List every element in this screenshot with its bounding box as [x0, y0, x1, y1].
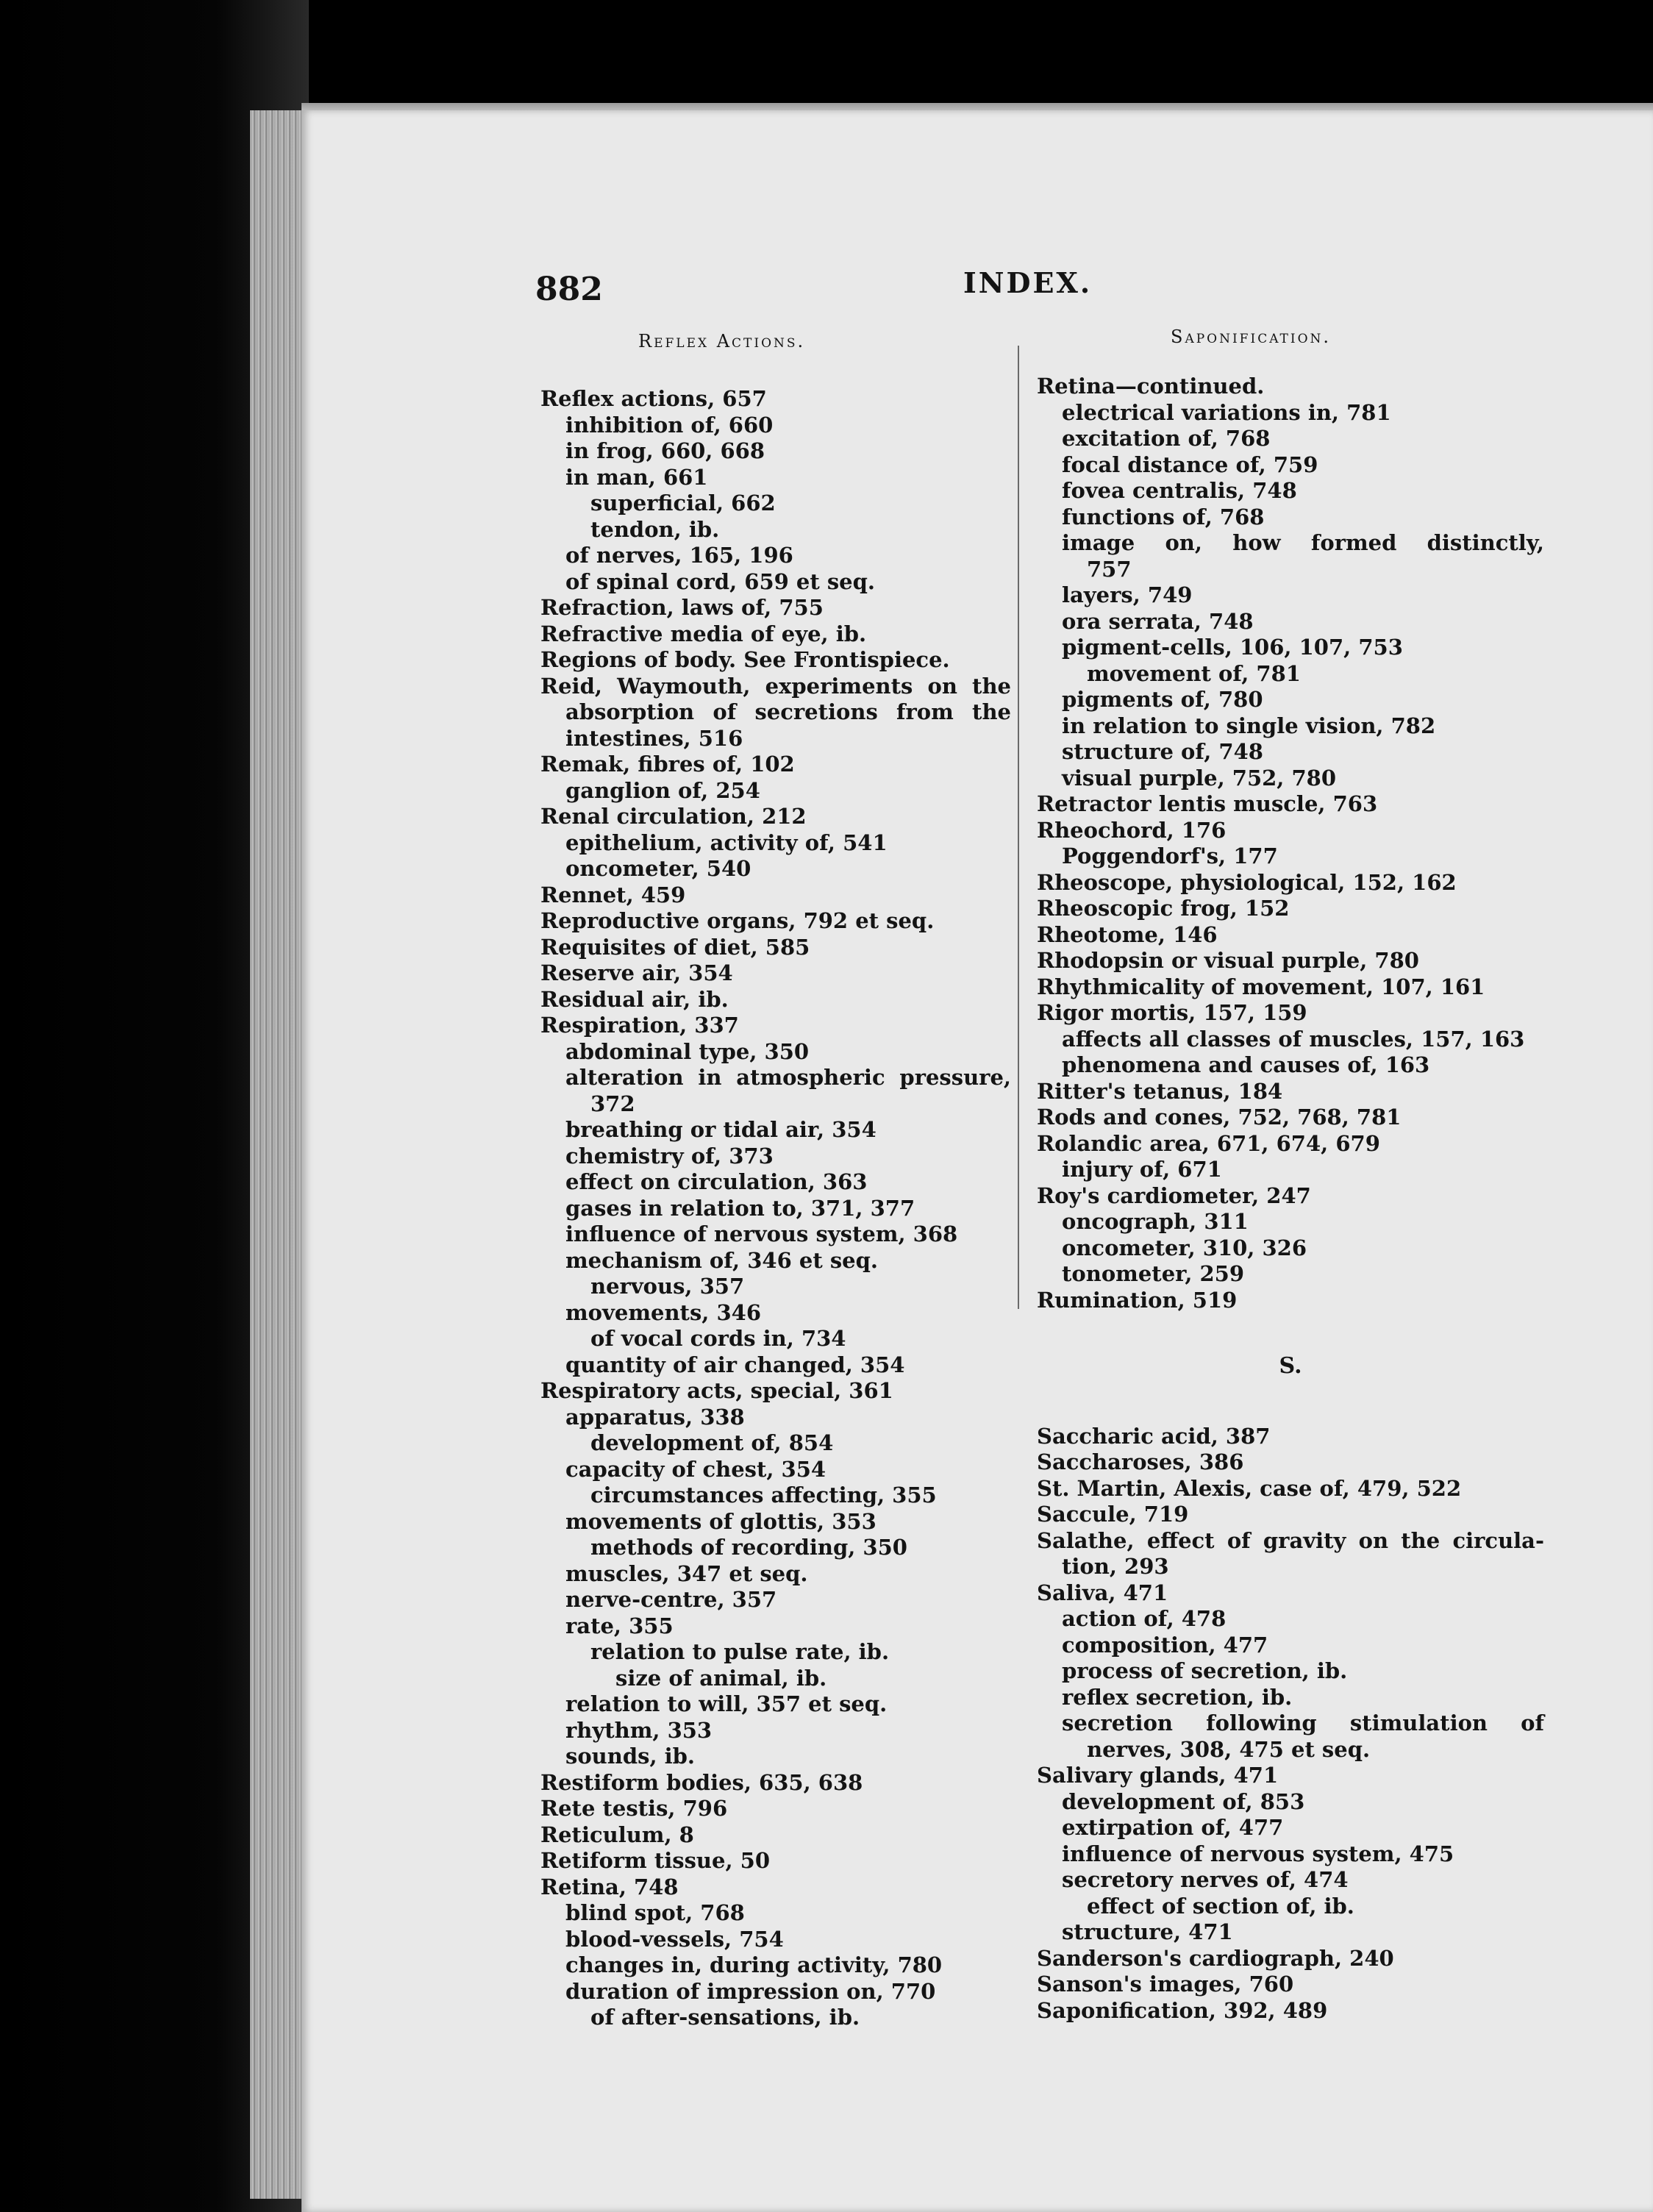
index-entry: influence of nervous system, 368: [565, 1221, 958, 1246]
index-entry: circumstances affecting, 355: [590, 1483, 937, 1508]
index-entry: absorption of secretions from the: [565, 699, 1011, 724]
index-entry: movements of glottis, 353: [565, 1508, 877, 1534]
index-column-left: [540, 386, 1011, 2031]
index-entry: Regions of body. See Frontispiece.: [540, 647, 950, 672]
index-entry: Remak, fibres of, 102: [540, 752, 795, 777]
index-entry: Restiform bodies, 635, 638: [540, 1769, 863, 1795]
index-entry: in man, 661: [565, 464, 708, 490]
index-entry: structure of, 748: [1062, 739, 1263, 764]
index-entry: oncometer, 310, 326: [1062, 1235, 1307, 1260]
index-entry: action of, 478: [1062, 1606, 1227, 1631]
index-entry: muscles, 347 et seq.: [565, 1560, 808, 1586]
index-entry: nerves, 308, 475 et seq.: [1087, 1736, 1371, 1762]
index-entry: Residual air, ib.: [540, 986, 729, 1012]
index-entry: Rheochord, 176: [1037, 817, 1227, 843]
column-divider: [1018, 346, 1019, 1309]
index-entry: abdominal type, 350: [565, 1038, 810, 1064]
index-entry: blood-vessels, 754: [565, 1926, 784, 1952]
index-entry: Reproductive organs, 792 et seq.: [540, 908, 935, 933]
index-entry: Retina, 748: [540, 1874, 679, 1899]
index-column-right: [1037, 374, 1544, 2024]
index-entry: Rete testis, 796: [540, 1796, 728, 1821]
index-entry: Rheoscopic frog, 152: [1037, 896, 1290, 921]
page-number: 882: [535, 271, 603, 308]
right-running-head: Saponification.: [1171, 327, 1332, 347]
index-entry: nervous, 357: [590, 1274, 745, 1299]
index-entry: phenomena and causes of, 163: [1062, 1052, 1430, 1077]
index-entry: Rods and cones, 752, 768, 781: [1037, 1105, 1402, 1130]
index-entry: Rheotome, 146: [1037, 921, 1218, 947]
index-entry: process of secretion, ib.: [1062, 1658, 1348, 1683]
index-entry: Reserve air, 354: [540, 960, 733, 985]
index-entry: Rigor mortis, 157, 159: [1037, 1000, 1307, 1025]
index-entry: methods of recording, 350: [590, 1535, 907, 1560]
index-entry: chemistry of, 373: [565, 1143, 774, 1169]
index-entry: Salivary glands, 471: [1037, 1763, 1279, 1788]
index-entry: Reflex actions, 657: [540, 386, 767, 411]
index-entry: oncograph, 311: [1062, 1209, 1249, 1234]
index-entry: oncometer, 540: [565, 856, 751, 881]
index-entry: excitation of, 768: [1062, 426, 1271, 451]
index-entry: rate, 355: [565, 1613, 674, 1638]
index-entry: sounds, ib.: [565, 1744, 696, 1769]
index-entry: Requisites of diet, 585: [540, 934, 810, 960]
section-letter: S.: [1279, 1353, 1302, 1379]
index-entry: focal distance of, 759: [1062, 452, 1318, 477]
index-entry: duration of impression on, 770: [565, 1978, 936, 2004]
index-entry: ganglion of, 254: [565, 777, 760, 803]
index-entry: of nerves, 165, 196: [565, 543, 793, 568]
index-entry: Poggendorf's, 177: [1062, 843, 1278, 868]
index-entry: effect of section of, ib.: [1087, 1893, 1354, 1919]
index-entry: Sanderson's cardiograph, 240: [1037, 1945, 1394, 1971]
index-entry: Respiratory acts, special, 361: [540, 1378, 893, 1403]
index-entry: of spinal cord, 659 et seq.: [565, 568, 875, 594]
index-entry: Rhodopsin or visual purple, 780: [1037, 948, 1419, 973]
index-entry: secretory nerves of, 474: [1062, 1867, 1349, 1892]
index-entry: injury of, 671: [1062, 1157, 1222, 1182]
index-entry: Refraction, laws of, 755: [540, 595, 824, 620]
index-entry: relation to pulse rate, ib.: [590, 1639, 890, 1664]
page-title: INDEX.: [963, 266, 1093, 299]
index-entry: Salathe, effect of gravity on the circula-: [1037, 1527, 1544, 1553]
index-entry: gases in relation to, 371, 377: [565, 1195, 915, 1221]
index-entry: influence of nervous system, 475: [1062, 1841, 1454, 1866]
index-entry: inhibition of, 660: [565, 412, 774, 438]
index-entry: Ritter's tetanus, 184: [1037, 1078, 1283, 1104]
index-entry: epithelium, activity of, 541: [565, 830, 888, 855]
index-entry: intestines, 516: [565, 725, 743, 751]
index-entry: layers, 749: [1062, 582, 1193, 607]
index-entry: Saccharic acid, 387: [1037, 1423, 1271, 1449]
index-entry: affects all classes of muscles, 157, 163: [1062, 1026, 1525, 1052]
index-entry: alteration in atmospheric pressure,: [565, 1065, 1011, 1090]
index-entry: Retina—continued.: [1037, 374, 1265, 399]
index-entry: apparatus, 338: [565, 1404, 745, 1430]
index-entry: tion, 293: [1062, 1554, 1169, 1579]
index-entry: extirpation of, 477: [1062, 1815, 1284, 1840]
index-entry: structure, 471: [1062, 1919, 1233, 1944]
index-entry: pigments of, 780: [1062, 687, 1263, 712]
index-entry: quantity of air changed, 354: [565, 1352, 905, 1377]
index-entry: in frog, 660, 668: [565, 438, 765, 463]
index-entry: movement of, 781: [1087, 660, 1301, 686]
index-entry: Saccule, 719: [1037, 1502, 1189, 1527]
index-entry: Saponification, 392, 489: [1037, 1997, 1328, 2023]
index-entry: tendon, ib.: [590, 516, 720, 542]
index-entry: capacity of chest, 354: [565, 1456, 826, 1482]
index-entry: effect on circulation, 363: [565, 1169, 868, 1194]
index-entry: blind spot, 768: [565, 1900, 745, 1925]
index-entry: St. Martin, Alexis, case of, 479, 522: [1037, 1475, 1462, 1501]
index-entry: Retiform tissue, 50: [540, 1848, 770, 1873]
index-entry: visual purple, 752, 780: [1062, 765, 1337, 791]
index-entry: Rolandic area, 671, 674, 679: [1037, 1130, 1380, 1156]
index-entry: composition, 477: [1062, 1632, 1268, 1658]
index-entry: Roy's cardiometer, 247: [1037, 1182, 1311, 1208]
index-entry: of vocal cords in, 734: [590, 1326, 846, 1351]
index-entry: electrical variations in, 781: [1062, 399, 1391, 425]
index-entry: Saliva, 471: [1037, 1580, 1168, 1605]
index-entry: development of, 854: [590, 1430, 834, 1455]
index-entry: changes in, during activity, 780: [565, 1952, 943, 1977]
index-entry: mechanism of, 346 et seq.: [565, 1247, 878, 1273]
index-entry: size of animal, ib.: [615, 1665, 827, 1691]
index-entry: functions of, 768: [1062, 504, 1265, 529]
index-entry: ora serrata, 748: [1062, 608, 1254, 634]
index-entry: 757: [1087, 556, 1132, 582]
index-entry: Reticulum, 8: [540, 1822, 694, 1847]
left-running-head: Reflex Actions.: [638, 331, 806, 352]
index-entry: nerve-centre, 357: [565, 1587, 777, 1612]
index-entry: pigment-cells, 106, 107, 753: [1062, 635, 1403, 660]
index-entry: of after-sensations, ib.: [590, 2005, 860, 2030]
index-entry: Retractor lentis muscle, 763: [1037, 791, 1378, 816]
index-entry: rhythm, 353: [565, 1717, 713, 1743]
index-entry: image on, how formed distinctly,: [1062, 530, 1544, 555]
index-entry: Respiration, 337: [540, 1013, 739, 1038]
index-entry: secretion following stimulation of: [1062, 1710, 1544, 1735]
index-entry: Sanson's images, 760: [1037, 1972, 1294, 1997]
index-entry: Rhythmicality of movement, 107, 161: [1037, 974, 1485, 999]
index-entry: Reid, Waymouth, experiments on the: [540, 673, 1011, 699]
index-entry: Rennet, 459: [540, 882, 686, 907]
index-entry: Rumination, 519: [1037, 1287, 1238, 1313]
index-entry: Renal circulation, 212: [540, 804, 807, 829]
index-entry: 372: [590, 1091, 635, 1116]
index-entry: Saccharoses, 386: [1037, 1449, 1244, 1474]
index-entry: in relation to single vision, 782: [1062, 713, 1436, 738]
index-entry: tonometer, 259: [1062, 1261, 1245, 1286]
index-entry: movements, 346: [565, 1299, 761, 1325]
index-entry: relation to will, 357 et seq.: [565, 1691, 888, 1716]
index-entry: reflex secretion, ib.: [1062, 1684, 1293, 1710]
index-entry: breathing or tidal air, 354: [565, 1117, 877, 1142]
index-entry: superficial, 662: [590, 490, 776, 515]
index-entry: Refractive media of eye, ib.: [540, 621, 867, 646]
index-entry: fovea centralis, 748: [1062, 478, 1297, 503]
index-entry: development of, 853: [1062, 1788, 1305, 1814]
index-entry: Rheoscope, physiological, 152, 162: [1037, 869, 1457, 895]
